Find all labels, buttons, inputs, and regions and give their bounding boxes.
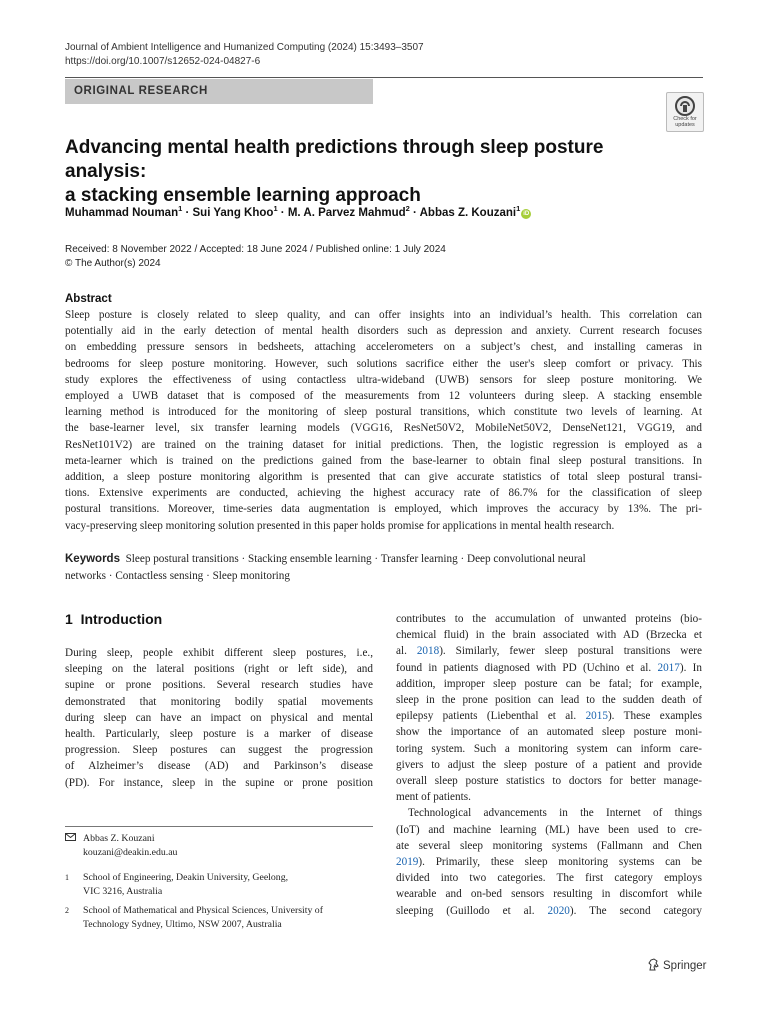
body-line: toring system. Such a monitoring system can inform care- bbox=[396, 742, 702, 755]
check-for-updates-button[interactable] bbox=[666, 92, 704, 132]
body-line: divided into two categories. The first category employs bbox=[396, 872, 702, 885]
abstract-line: the base-learner level, six transfer learning models (VGG16, ResNet50V2, MobileNet50V2, DenseNet121, VGG19, and bbox=[65, 422, 702, 435]
abstract-line: employed a UWB dataset that is composed of the measurements from 12 volunteers during sleep. A stacking ensemble bbox=[65, 390, 702, 403]
body-line: Technological advancements in the Internet of things bbox=[408, 807, 702, 820]
publisher-name: Springer bbox=[663, 960, 707, 972]
citation-year-link[interactable]: 2019 bbox=[396, 856, 419, 869]
abstract-line: addition, a sleep posture monitoring algorithm is presented that can give accurate statistics of total sleep postural transi- bbox=[65, 471, 702, 484]
author-separator: · bbox=[409, 206, 420, 219]
affiliation-line: School of Engineering, Deakin University, Geelong, bbox=[83, 872, 289, 883]
affiliation-line: School of Mathematical and Physical Sciences, University of bbox=[83, 905, 323, 916]
citation-text: epilepsy patients (Liebenthal et al. bbox=[396, 710, 586, 723]
contact-email[interactable]: kouzani@deakin.edu.au bbox=[83, 846, 178, 858]
corresponding-author bbox=[65, 832, 177, 859]
section-heading bbox=[65, 611, 162, 627]
body-line: contributes to the accumulation of unwanted proteins (bio- bbox=[396, 613, 702, 625]
contact-name: Abbas Z. Kouzani bbox=[83, 833, 155, 844]
abstract-line: meta-learner which is trained on the predictions gained from the base-learner to obtain final sleep postural transitions. In bbox=[65, 454, 702, 467]
citation-year-link[interactable]: 2017 bbox=[657, 661, 680, 674]
citation-text: ). In bbox=[679, 661, 703, 674]
abstract-body bbox=[65, 307, 702, 534]
envelope-icon bbox=[65, 832, 81, 846]
body-line: ate several sleep monitoring systems (Fallmann and Chen bbox=[396, 839, 702, 852]
body-line: health. Particularly, sleep posture is a marker of disease bbox=[65, 728, 373, 741]
journal-citation: Journal of Ambient Intelligence and Humanized Computing (2024) 15:3493–3507 bbox=[65, 42, 424, 53]
dates-line: Received: 8 November 2022 / Accepted: 18 June 2024 / Published online: 1 July 2024 bbox=[65, 244, 446, 255]
affiliation-mark: 2 bbox=[405, 204, 410, 213]
keywords-label: Keywords bbox=[65, 553, 120, 565]
article-type-badge: ORIGINAL RESEARCH bbox=[65, 79, 373, 104]
keywords-line-2: networks · Contactless sensing · Sleep monitoring bbox=[65, 569, 290, 582]
abstract-line: potentially aid in the early detection of mental health disorders such as depression and anxiety. Current research focuses bbox=[65, 325, 702, 338]
affiliation-mark: 1 bbox=[178, 204, 183, 213]
citation-text: sleeping (Guillodo et al. bbox=[396, 904, 548, 917]
body-line: during sleep can have an impact on physical and mental bbox=[65, 711, 373, 724]
abstract-line: ResNet101V2) are trained on the training dataset for initial predictions. Then, the logistic regression is employed as a bbox=[65, 438, 702, 451]
citation-year-link[interactable]: 2020 bbox=[547, 904, 570, 917]
body-line bbox=[396, 854, 702, 870]
publication-dates bbox=[65, 243, 446, 271]
citation-text: al. bbox=[396, 645, 417, 658]
affiliation-number: 2 bbox=[65, 906, 69, 915]
abstract-line: Sleep posture is closely related to sleep quality, and can offer insights into an individual’s health. This correlation can bbox=[65, 309, 702, 321]
affiliation-line: VIC 3216, Australia bbox=[83, 885, 163, 897]
author-separator: · bbox=[182, 206, 193, 219]
affiliation-1 bbox=[65, 871, 288, 898]
abstract-line: learning method is introduced for the monitoring of sleep postural transitions, which constitute two levels of learning. At bbox=[65, 406, 702, 419]
left-column-text bbox=[65, 645, 373, 791]
citation-text: ). The second category bbox=[569, 904, 702, 917]
affiliation-line: Technology Sydney, Ultimo, NSW 2007, Australia bbox=[83, 918, 282, 930]
author-name[interactable]: Sui Yang Khoo bbox=[192, 206, 274, 219]
body-line: progression. Sleep postures can suggest the progression bbox=[65, 744, 373, 757]
check-updates-line2: updates bbox=[675, 122, 695, 128]
body-line: chemical fluid) in the brain associated with AD (Brzecka et bbox=[396, 629, 702, 642]
body-line: of Alzheimer’s disease (AD) and Parkinson’s disease bbox=[65, 760, 373, 773]
affiliation-number: 1 bbox=[65, 873, 69, 882]
body-line: givers to adjust the sleep posture of a patient and provide bbox=[396, 758, 702, 771]
citation-text: ). Similarly, fewer sleep postural transitions were bbox=[439, 645, 702, 658]
copyright-line: © The Author(s) 2024 bbox=[65, 258, 161, 269]
author-name[interactable]: Muhammad Nouman bbox=[65, 206, 179, 219]
abstract-line: vacy-preserving sleep monitoring solution presented in this paper holds promise for applications in mental health research. bbox=[65, 519, 615, 532]
body-line: wearable and on-bed sensors resulting in discomfort while bbox=[396, 888, 702, 901]
affiliation-mark: 1 bbox=[516, 204, 521, 213]
citation-text: found in patients diagnosed with PD (Uchino et al. bbox=[396, 661, 658, 674]
body-line: supine or prone positions. Several research studies have bbox=[65, 679, 373, 692]
journal-header bbox=[65, 41, 424, 69]
title-line-1: Advancing mental health predictions through sleep posture analysis: bbox=[65, 137, 604, 182]
springer-horse-icon bbox=[647, 958, 660, 971]
author-name[interactable]: Abbas Z. Kouzani bbox=[419, 206, 517, 219]
abstract-line: postural transitions. Moreover, time-series data augmentation is employed, which improves the accuracy by 13%. The pri- bbox=[65, 503, 702, 516]
body-line: ment of patients. bbox=[396, 791, 471, 804]
abstract-line: study explores the effectiveness of using contactless ultra-wideband (UWB) sensors for sleep posture monitoring. We bbox=[65, 373, 702, 386]
author-list bbox=[65, 204, 531, 219]
body-line: demonstrated that monitoring bodily spatial movements bbox=[65, 695, 373, 708]
title-line-2: a stacking ensemble learning approach bbox=[65, 185, 421, 206]
citation-year-link[interactable]: 2018 bbox=[416, 645, 440, 658]
paper-title bbox=[65, 136, 685, 208]
body-line bbox=[396, 903, 702, 919]
keywords bbox=[65, 551, 702, 584]
body-line: During sleep, people exhibit different sleep postures, i.e., bbox=[65, 647, 373, 659]
right-column-text bbox=[396, 611, 702, 919]
keywords-line-1: Sleep postural transitions · Stacking ensemble learning · Transfer learning · Deep convolutional neural bbox=[125, 553, 586, 565]
affiliation-mark: 1 bbox=[273, 204, 278, 213]
body-line: addition, improper sleep posture can be fatal; for example, bbox=[396, 677, 702, 690]
body-line: show the importance of an automated sleep posture moni- bbox=[396, 726, 702, 739]
body-line: (PD). For instance, sleep in the supine or prone position bbox=[65, 776, 373, 789]
body-line bbox=[396, 660, 702, 676]
body-line: (IoT) and machine learning (ML) have been used to cre- bbox=[396, 823, 702, 836]
header-rule bbox=[65, 77, 703, 78]
check-updates-icon bbox=[674, 96, 696, 116]
footnote-rule bbox=[65, 826, 373, 827]
affiliation-2 bbox=[65, 904, 323, 931]
body-line: sleep in the prone position can lead to the sudden death of bbox=[396, 694, 702, 707]
author-separator: · bbox=[277, 206, 288, 219]
abstract-line: on embedding pressure sensors in bedsheets, attaching accelerometers on a subject’s chest, and installing cameras in bbox=[65, 341, 702, 354]
publisher-logo bbox=[647, 958, 706, 972]
citation-text: ). These examples bbox=[607, 710, 703, 723]
abstract-line: tions. Extensive experiments are conducted, achieving the highest accuracy rate of 86.7% for the classification of sleep bbox=[65, 487, 702, 500]
abstract-heading: Abstract bbox=[65, 293, 112, 305]
check-updates-line1: Check for bbox=[673, 116, 697, 122]
body-line: overall sleep posture statistics to doctors for better manage- bbox=[396, 775, 702, 788]
section-title: Introduction bbox=[80, 611, 163, 627]
body-line bbox=[396, 643, 702, 659]
orcid-icon[interactable]: iD bbox=[523, 210, 530, 217]
doi-link[interactable]: https://doi.org/10.1007/s12652-024-04827-6 bbox=[65, 56, 261, 67]
citation-year-link[interactable]: 2015 bbox=[585, 710, 608, 723]
abstract-line: bedrooms for sleep posture monitoring. However, such solutions sacrifice either the user's sleep comfort or privacy. This bbox=[65, 357, 702, 370]
author-name[interactable]: M. A. Parvez Mahmud bbox=[287, 206, 406, 219]
section-number: 1 bbox=[65, 611, 73, 627]
citation-text: ). Primarily, these sleep monitoring systems can be bbox=[418, 856, 702, 869]
body-line: sleeping on the lateral positions (right or left side), and bbox=[65, 663, 373, 676]
body-line bbox=[396, 708, 702, 724]
